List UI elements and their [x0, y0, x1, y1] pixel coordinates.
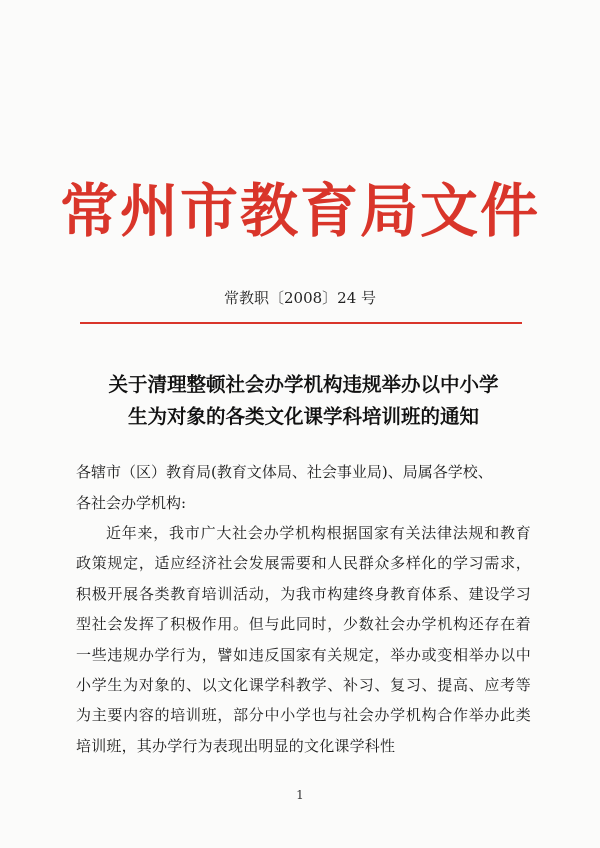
issuing-authority-header: 常州市教育局文件 — [59, 177, 540, 245]
document-number: 常教职〔2008〕24 号 — [223, 289, 377, 307]
addressee-line-1: 各辖市（区）教育局(教育文体局、社会事业局)、局属各学校、 — [76, 463, 493, 481]
subject-line-1: 关于清理整顿社会办学机构违规举办以中小学 — [108, 373, 499, 396]
page-number: 1 — [296, 788, 304, 802]
addressee-line-2: 各社会办学机构: — [76, 494, 187, 512]
notice-subject — [76, 369, 531, 433]
subject-line-2: 生为对象的各类文化课学科培训班的通知 — [127, 405, 479, 428]
addressee-block — [76, 457, 531, 519]
red-divider-line — [80, 322, 522, 324]
body-paragraph: 近年来，我市广大社会办学机构根据国家有关法律法规和教育政策规定，适应经济社会发展需要和人民群众多样化的学习需求，积极开展各类教育培训活动，为我市构建终身教育体系、建设学习型社会发挥了积极作用。但与此同时，少数社会办学机构还存在着一些违规办学行为，譬如违反国家有关规定，举办或变相举办以中小学生为对象的、以文化课学科教学、补习、复习、提高、应考等为主要内容的培训班，部分中小学也与社会办学机构合作举办此类培训班，其办学行为表现出明显的文化课学科性 — [76, 524, 531, 755]
